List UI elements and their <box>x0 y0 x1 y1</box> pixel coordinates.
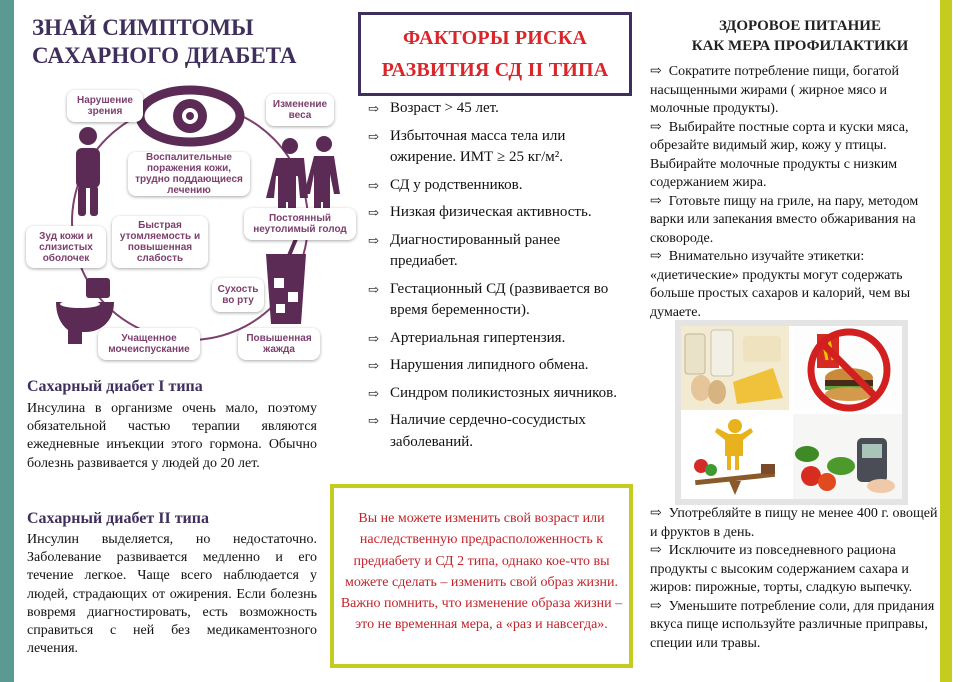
nutrition-tip-text: Употребляйте в пищу не менее 400 г. овощей и фруктов в день. <box>650 506 938 540</box>
risk-item <box>368 383 630 405</box>
symptom-skin-inflammation: Воспалительные поражения кожи, трудно поддающиеся лечению <box>128 152 250 196</box>
nutrition-tip-text: Выбирайте постные сорта и куски мяса, обрезайте видимый жир, кожу у птицы. Выбирайте молочные продукты с низким содержанием жира. <box>650 119 909 190</box>
risk-item-text: Синдром поликистозных яичников. <box>390 384 617 401</box>
risk-item-text: Нарушения липидного обмена. <box>390 357 589 373</box>
arrow-icon: ⇨ <box>650 543 662 558</box>
nutrition-tip <box>650 248 942 322</box>
arrow-icon: ⇨ <box>368 330 379 346</box>
arrow-icon: ⇨ <box>650 64 662 79</box>
symptom-fatigue: Быстрая утомляемость и повышенная слабость <box>112 216 208 268</box>
nutrition-tip <box>650 63 942 119</box>
symptom-urination: Учащенное мочеиспускание <box>98 328 200 360</box>
type2-description: Инсулин выделяется, но недостаточно. Заболевание развивается медленно и его течение легкое. Чаще всего наблюдается у людей, страдающих от ожирения. Если болезнь вовремя диагностировать, есть возможность справиться с ней без медикаментозного лечения. <box>27 532 317 657</box>
risk-item <box>368 126 630 169</box>
arrow-icon: ⇨ <box>368 385 379 401</box>
lifestyle-note-text: Вы не можете изменить свой возраст или наследственную предрасположенность к предиабету и СД 2 типа, однако кое-что вы можете сделать – изменить свой образ жизни. Важно помнить, что изменение образа жизни – это не временная мера, а «раз и навсегда». <box>340 511 623 633</box>
symptom-weight: Изменение веса <box>266 94 334 126</box>
food-collage-art <box>681 326 902 499</box>
eye-icon <box>140 90 240 142</box>
arrow-icon: ⇨ <box>368 205 379 220</box>
symptom-itch: Зуд кожи и слизистых оболочек <box>26 226 106 268</box>
arrow-icon: ⇨ <box>650 598 662 614</box>
arrow-icon: ⇨ <box>368 177 379 193</box>
symptoms-heading-line-1: ЗНАЙ СИМПТОМЫ <box>32 15 254 40</box>
risk-item-text: Артериальная гипертензия. <box>390 329 566 346</box>
nutrition-tip-text: Сократите потребление пищи, богатой насыщенными жирами ( жирное мясо и молочные продукты). <box>650 64 900 116</box>
risk-item <box>368 328 630 350</box>
arrow-icon: ⇨ <box>368 413 379 428</box>
lifestyle-note-box <box>330 484 633 668</box>
nutrition-tips-bottom <box>650 505 942 653</box>
risk-item <box>368 230 630 273</box>
arrow-icon: ⇨ <box>368 281 379 297</box>
symptom-thirst: Повышенная жажда <box>238 328 320 360</box>
arrow-icon: ⇨ <box>368 101 379 116</box>
arrow-icon: ⇨ <box>650 193 662 209</box>
nutrition-tip <box>650 505 942 542</box>
arrow-icon: ⇨ <box>368 358 379 373</box>
arrow-icon: ⇨ <box>650 506 662 521</box>
risk-item-text: СД у родственников. <box>390 176 523 193</box>
nutrition-tip-text: Внимательно изучайте этикетки: «диетические» продукты могут содержать больше простых сахаров и калорий, чем вы думаете. <box>650 249 911 320</box>
nutrition-tip <box>650 598 942 654</box>
arrow-icon: ⇨ <box>368 232 379 248</box>
risk-item <box>368 202 630 224</box>
nutrition-heading <box>650 16 950 56</box>
risk-item <box>368 355 630 377</box>
arrow-icon: ⇨ <box>650 249 662 264</box>
symptoms-diagram <box>22 82 358 364</box>
nutrition-tips-top <box>650 63 942 322</box>
no-fast-food-image <box>793 326 902 410</box>
nutrition-heading-line-2: КАК МЕРА ПРОФИЛАКТИКИ <box>691 38 909 54</box>
symptoms-heading <box>32 14 332 70</box>
nutrition-tip-text: Уменьшите потребление соли, для придания вкуса пище используйте различные приправы, специи или травы. <box>650 598 935 651</box>
nutrition-tip-text: Исключите из повседневного рациона продукты с высоким содержанием сахара и жиров: пирожные, торты, сладкую выпечку. <box>650 543 913 595</box>
nutrition-tip <box>650 193 942 249</box>
arrow-icon: ⇨ <box>368 128 379 144</box>
risk-item-text: Возраст > 45 лет. <box>390 100 499 116</box>
risk-item <box>368 175 630 197</box>
balance-image <box>681 414 789 499</box>
type2-heading: Сахарный диабет II типа <box>27 510 209 527</box>
left-accent-stripe <box>0 0 14 682</box>
symptom-dry-mouth: Сухость во рту <box>212 278 264 312</box>
food-collage-image <box>681 326 902 499</box>
risk-factors-heading-line-1: ФАКТОРЫ РИСКА <box>402 27 588 49</box>
arrow-icon: ⇨ <box>650 119 662 135</box>
vegetables-image <box>793 414 902 499</box>
risk-item-text: Гестационный СД (развивается во время беременности). <box>390 280 609 318</box>
food-collage <box>675 320 908 505</box>
symptom-hunger: Постоянный неутолимый голод <box>244 208 356 240</box>
risk-item-text: Наличие сердечно-сосудистых заболеваний. <box>390 412 586 450</box>
risk-item <box>368 279 630 322</box>
itchy-person-icon <box>76 127 100 216</box>
symptoms-heading-line-2: САХАРНОГО ДИАБЕТА <box>32 43 297 68</box>
risk-item <box>368 410 630 453</box>
risk-item-text: Диагностированный ранее предиабет. <box>390 231 561 269</box>
nutrition-heading-line-1: ЗДОРОВОЕ ПИТАНИЕ <box>719 18 881 34</box>
risk-item <box>368 98 630 120</box>
type1-description: Инсулина в организме очень мало, поэтому обязательной частью терапии являются ежедневные инъекции этого гормона. Обычно болезнь развивается у людей до 20 лет. <box>27 401 317 471</box>
risk-item-text: Избыточная масса тела или ожирение. ИМТ ≥ 25 кг/м². <box>390 127 566 165</box>
symptom-vision: Нарушение зрения <box>67 90 143 122</box>
risk-item-text: Низкая физическая активность. <box>390 204 592 220</box>
type1-heading: Сахарный диабет I типа <box>27 378 203 395</box>
risk-factors-heading-box <box>358 12 632 96</box>
nutrition-tip <box>650 542 942 598</box>
risk-factors-heading-line-2: РАЗВИТИЯ СД II ТИПА <box>381 59 609 81</box>
nutrition-tip <box>650 119 942 193</box>
nutrition-tip-text: Готовьте пищу на гриле, на пару, методом варки или запекания вместо обжаривания на сковороде. <box>650 193 919 246</box>
dairy-image <box>681 326 789 410</box>
risk-factors-list <box>368 98 630 459</box>
